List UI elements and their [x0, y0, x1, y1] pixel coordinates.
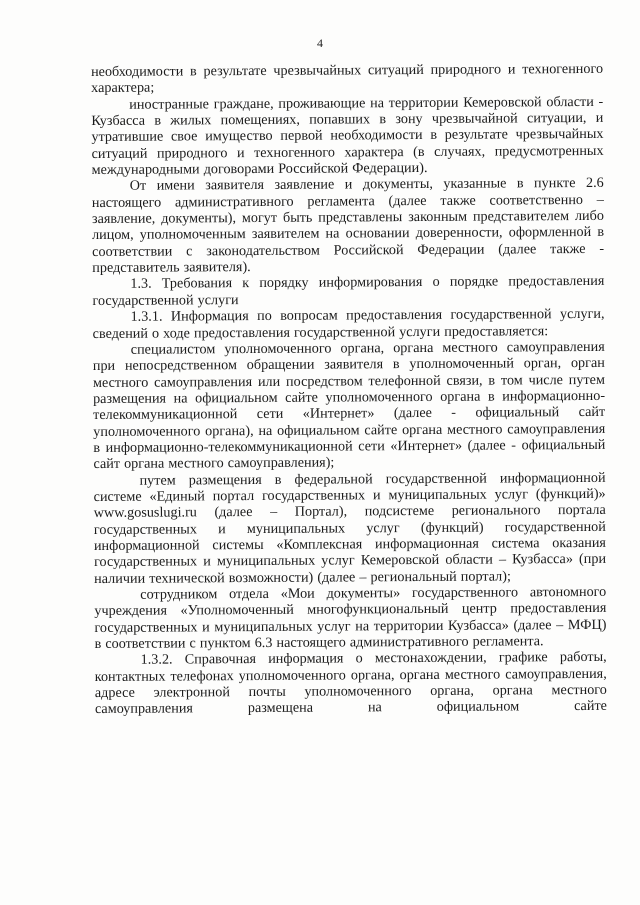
paragraph-specialist: специалистом уполномоченного органа, органа местного самоуправления при непосредственном обращении заявителя в уполномоченный орган, орган местного самоуправления или посредством телефонной связи, в том числе путем размещения на официальном сайте уполномоченного органа в информационно-телекоммуникационной сети «Интернет» (далее - официальный сайт уполномоченного органа), на официальном сайте органа местного самоуправления в информационно-телекоммуникационной сети «Интернет» (далее - официальный сайт органа местного самоуправления); [92, 338, 606, 473]
paragraph-1: необходимости в результате чрезвычайных ситуаций природного и техногенного характера; [91, 60, 604, 97]
page-number: 4 [317, 36, 323, 50]
paragraph-2: иностранные граждане, проживающие на территории Кемеровской области - Кузбасса в жилых помещениях, попавших в зону чрезвычайной ситуации, и утратившие свое имущество первой необходимости в результате чрезвычайных ситуаций природного и техногенного характера (в случаях, предусмотренных международными договорами Российской Федерации). [91, 93, 604, 179]
paragraph-1-3-2: 1.3.2. Справочная информация о местонахождении, графике работы, контактных телефонах уполномоченного органа, органа местного самоуправления, адресе электронной почты уполномоченного органа, органа местного самоуправления размещена на официальном сайте [94, 649, 607, 718]
paragraph-portal: путем размещения в федеральной государственной информационной системе «Единый портал государственных и муниципальных услуг (функций)» www.gosuslugi.ru (далее – Портал), подсистеме регионального портала государственных и муниципальных услуг (функций) государственной информационной системы «Комплексная информационная система оказания государственных и муниципальных услуг Кемеровской области – Кузбасса» (при наличии технической возможности) (далее – региональный портал); [93, 469, 607, 587]
paragraph-mfc: сотрудником отдела «Мои документы» государственного автономного учреждения «Уполномоченный многофункциональный центр предоставления государственных и муниципальных услуг на территории Кузбасса» (далее – МФЦ) в соответствии с пунктом 6.3 настоящего административного регламента. [94, 583, 607, 653]
paragraph-1-3-1: 1.3.1. Информация по вопросам предоставления государственной услуги, сведений о ходе предоставления государственной услуги предоставляется: [92, 306, 605, 342]
document-body [91, 61, 607, 718]
section-heading-1-3: 1.3. Требования к порядку информирования о порядке предоставления государственной услуги [92, 273, 605, 309]
paragraph-3: От имени заявителя заявление и документы, указанные в пункте 2.6 настоящего административного регламента (далее также соответственно – заявление, документы), могут быть представлены законным представителем либо лицом, уполномоченным заявителем на основании доверенности, оформленной в соответствии с законодательством Российской Федерации (далее также - представитель заявителя). [91, 175, 605, 277]
